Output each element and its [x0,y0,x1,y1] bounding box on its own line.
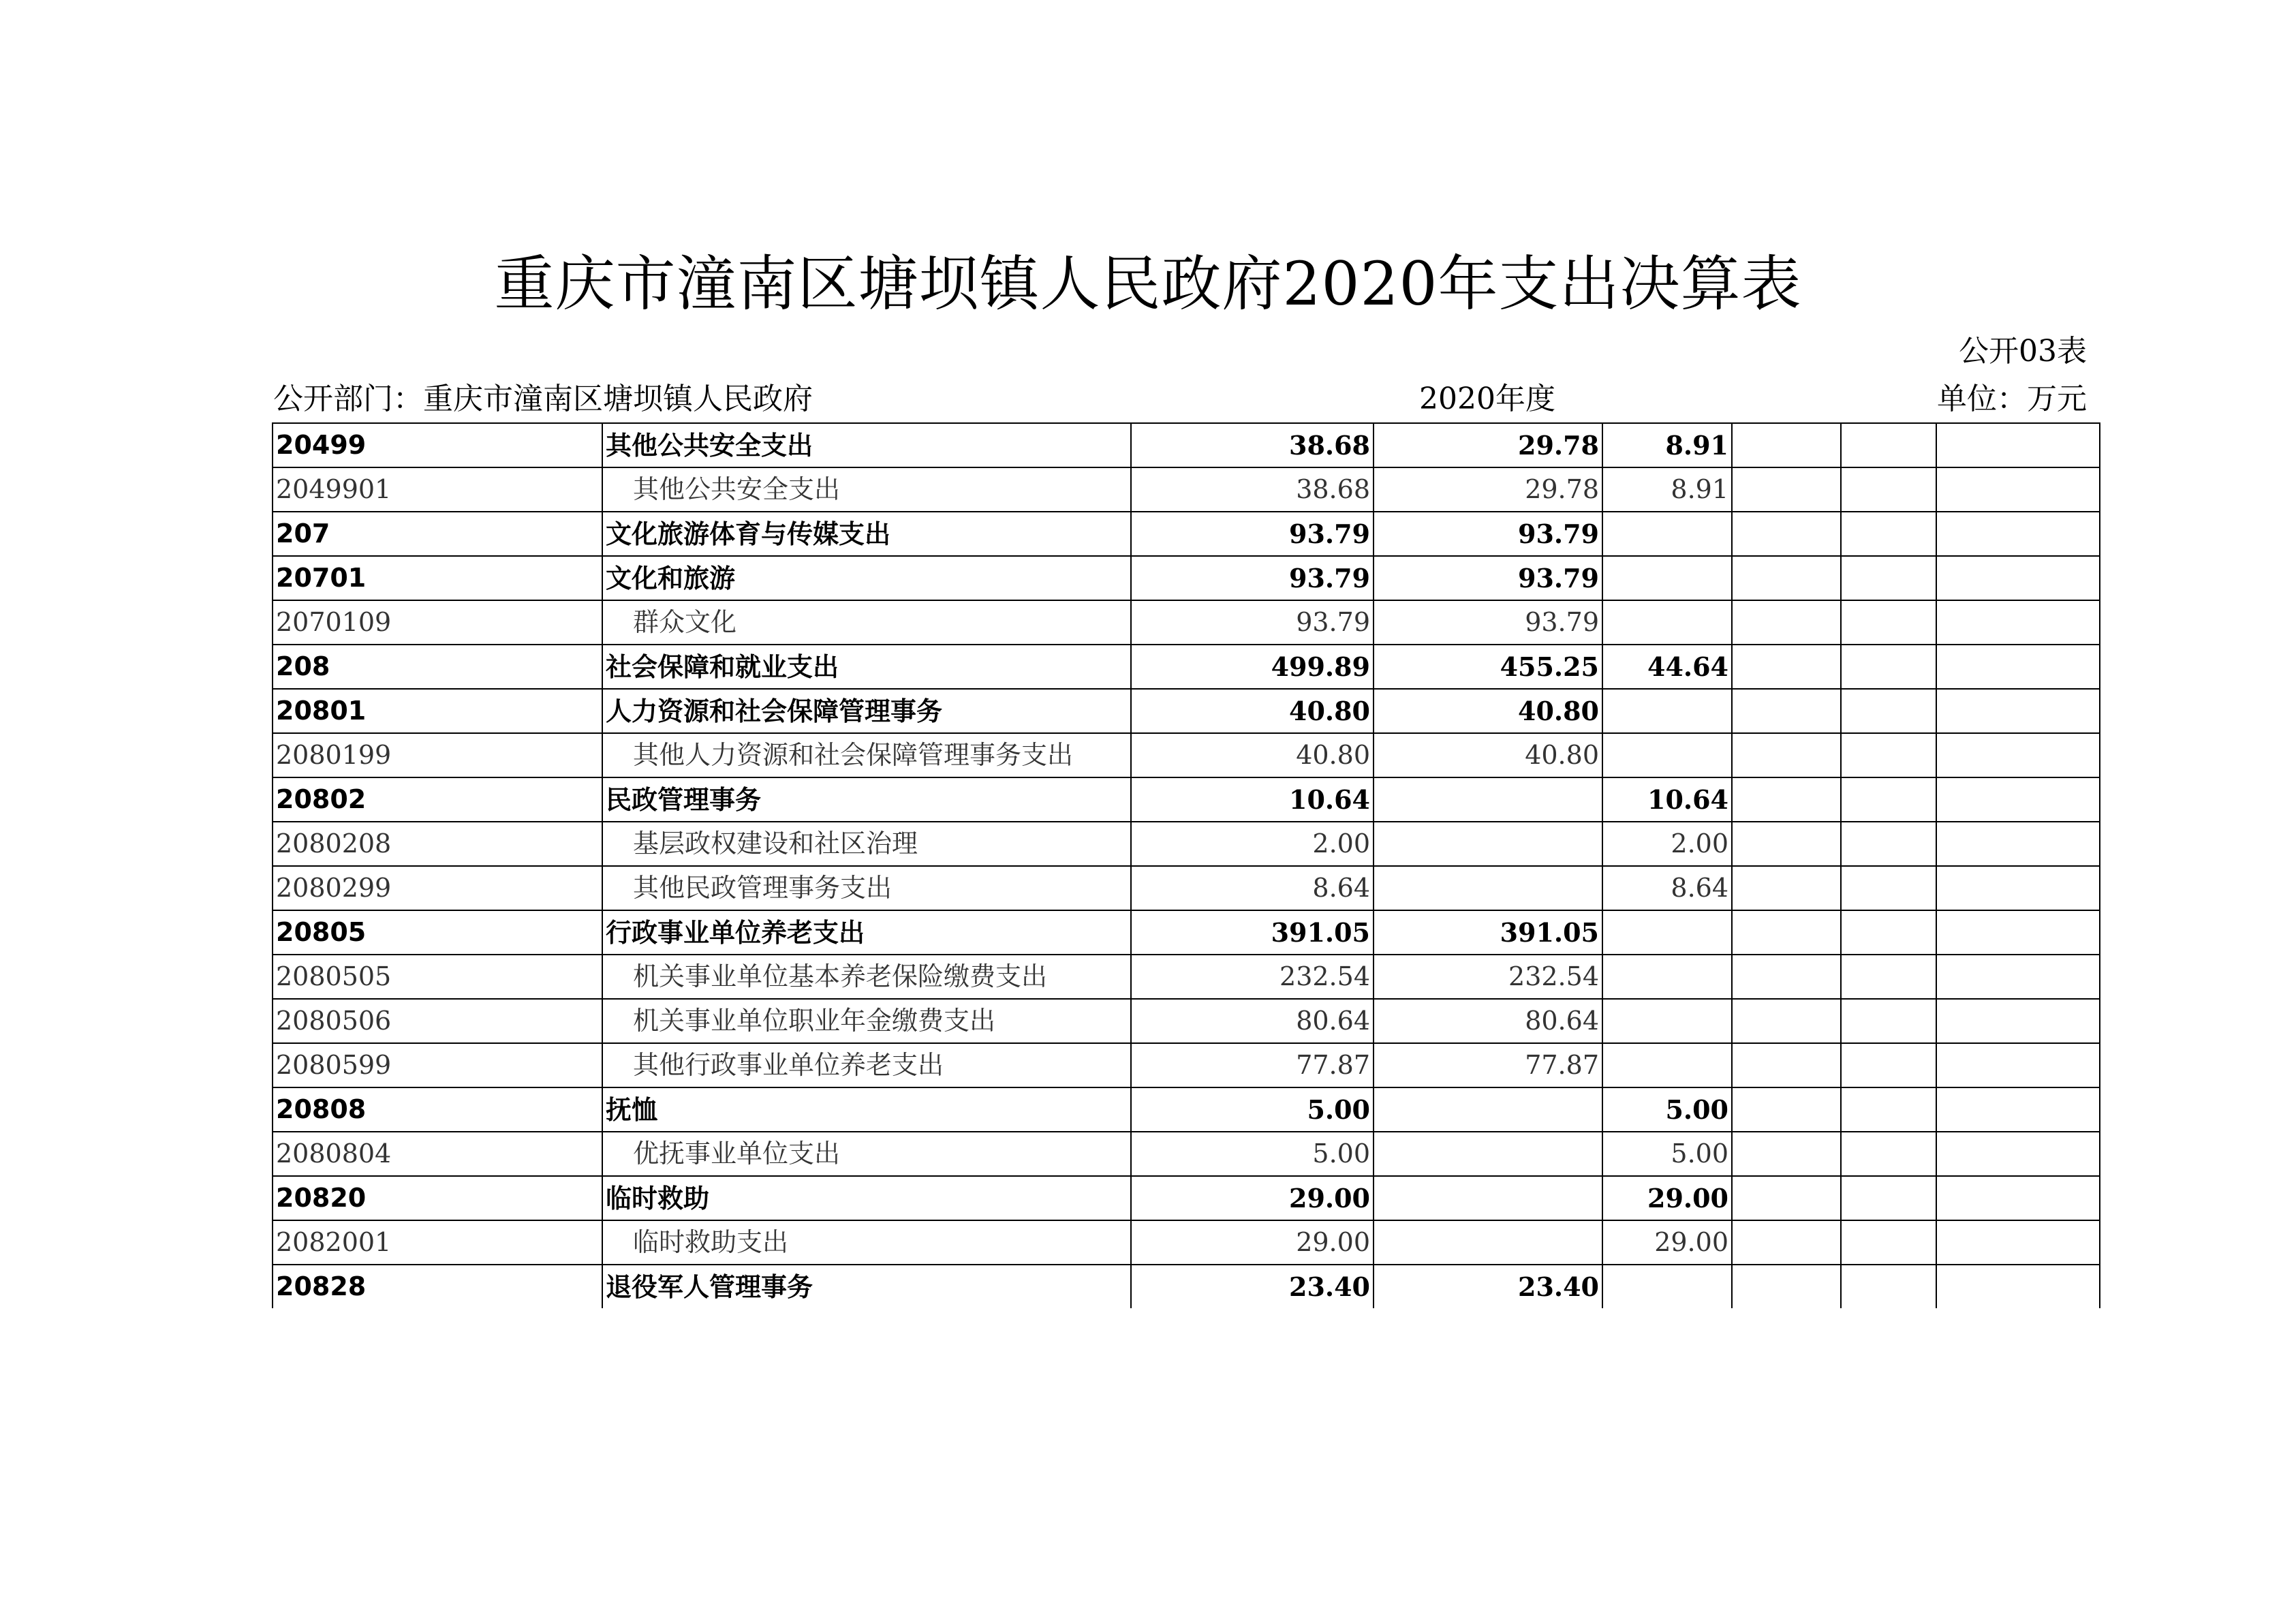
row-empty-cell [1732,1087,1841,1132]
row-empty-cell [1841,1265,1936,1308]
row-project-cell: 2.00 [1602,822,1732,866]
row-empty-cell [1732,777,1841,822]
row-code-cell: 20820 [273,1176,602,1220]
row-total-cell: 10.64 [1131,777,1374,822]
row-total-cell: 499.89 [1131,645,1374,689]
row-empty-cell [1936,1220,2100,1265]
row-basic-cell: 455.25 [1374,645,1602,689]
table-row [273,1087,2100,1132]
row-basic-cell: 80.64 [1374,999,1602,1043]
row-project-cell [1602,733,1732,777]
row-name-cell: 文化和旅游 [602,556,1131,600]
row-project-cell [1602,1043,1732,1087]
row-empty-cell [1732,689,1841,733]
row-empty-cell [1841,1132,1936,1176]
row-total-cell: 5.00 [1131,1087,1374,1132]
row-code-cell: 2080199 [273,733,602,777]
row-empty-cell [1841,689,1936,733]
row-project-cell: 5.00 [1602,1132,1732,1176]
row-project-cell: 8.64 [1602,866,1732,910]
row-total-cell: 23.40 [1131,1265,1374,1308]
row-total-cell: 93.79 [1131,600,1374,645]
table-row [273,955,2100,999]
row-empty-cell [1732,467,1841,512]
row-empty-cell [1936,512,2100,556]
table-row [273,999,2100,1043]
row-empty-cell [1732,1132,1841,1176]
row-total-cell: 40.80 [1131,733,1374,777]
row-project-cell: 5.00 [1602,1087,1732,1132]
row-empty-cell [1841,999,1936,1043]
table-number: 公开03表 [1959,334,2087,369]
row-empty-cell [1936,999,2100,1043]
row-name-cell: 人力资源和社会保障管理事务 [602,689,1131,733]
row-project-cell [1602,556,1732,600]
row-empty-cell [1841,600,1936,645]
row-empty-cell [1936,1043,2100,1087]
row-project-cell [1602,600,1732,645]
row-total-cell: 29.00 [1131,1220,1374,1265]
row-total-cell: 391.05 [1131,910,1374,955]
row-project-cell: 10.64 [1602,777,1732,822]
row-name-cell: 其他行政事业单位养老支出 [602,1043,1131,1087]
table-row [273,866,2100,910]
row-basic-cell [1374,777,1602,822]
table-row [273,1265,2100,1308]
row-empty-cell [1732,512,1841,556]
table-row [273,512,2100,556]
row-total-cell: 40.80 [1131,689,1374,733]
row-empty-cell [1732,1176,1841,1220]
row-name-cell: 临时救助支出 [602,1220,1131,1265]
row-total-cell: 232.54 [1131,955,1374,999]
row-empty-cell [1841,467,1936,512]
row-empty-cell [1732,556,1841,600]
row-empty-cell [1841,512,1936,556]
table-row [273,467,2100,512]
row-project-cell [1602,955,1732,999]
row-empty-cell [1841,1087,1936,1132]
row-empty-cell [1841,1176,1936,1220]
row-empty-cell [1732,600,1841,645]
row-project-cell: 8.91 [1602,467,1732,512]
row-code-cell: 2080505 [273,955,602,999]
row-basic-cell: 391.05 [1374,910,1602,955]
row-code-cell: 207 [273,512,602,556]
row-project-cell: 8.91 [1602,423,1732,467]
row-basic-cell: 40.80 [1374,733,1602,777]
row-basic-cell [1374,1176,1602,1220]
row-name-cell: 抚恤 [602,1087,1131,1132]
row-total-cell: 77.87 [1131,1043,1374,1087]
row-empty-cell [1732,423,1841,467]
row-total-cell: 38.68 [1131,467,1374,512]
row-name-cell: 其他民政管理事务支出 [602,866,1131,910]
row-empty-cell [1936,467,2100,512]
table-row [273,600,2100,645]
table-row [273,645,2100,689]
row-basic-cell: 232.54 [1374,955,1602,999]
row-empty-cell [1936,689,2100,733]
row-empty-cell [1841,777,1936,822]
row-name-cell: 民政管理事务 [602,777,1131,822]
row-code-cell: 2080506 [273,999,602,1043]
row-total-cell: 93.79 [1131,556,1374,600]
row-name-cell: 优抚事业单位支出 [602,1132,1131,1176]
row-code-cell: 2082001 [273,1220,602,1265]
row-empty-cell [1841,910,1936,955]
row-name-cell: 机关事业单位基本养老保险缴费支出 [602,955,1131,999]
row-empty-cell [1732,733,1841,777]
row-empty-cell [1936,423,2100,467]
row-name-cell: 机关事业单位职业年金缴费支出 [602,999,1131,1043]
row-empty-cell [1841,1043,1936,1087]
row-basic-cell: 93.79 [1374,512,1602,556]
row-name-cell: 临时救助 [602,1176,1131,1220]
table-row [273,1043,2100,1087]
table-row [273,1132,2100,1176]
row-project-cell: 29.00 [1602,1176,1732,1220]
row-basic-cell [1374,866,1602,910]
meta-row [273,379,2087,420]
row-project-cell [1602,512,1732,556]
table-row [273,423,2100,467]
row-basic-cell [1374,1132,1602,1176]
year-label: 2020年度 [1419,382,1555,416]
unit-label: 单位：万元 [1937,382,2087,416]
row-name-cell: 行政事业单位养老支出 [602,910,1131,955]
row-empty-cell [1936,866,2100,910]
row-basic-cell [1374,1087,1602,1132]
row-total-cell: 93.79 [1131,512,1374,556]
row-basic-cell: 29.78 [1374,467,1602,512]
row-project-cell [1602,910,1732,955]
table-row [273,822,2100,866]
row-code-cell: 2080599 [273,1043,602,1087]
row-name-cell: 群众文化 [602,600,1131,645]
table-row [273,777,2100,822]
row-total-cell: 29.00 [1131,1176,1374,1220]
row-empty-cell [1732,1220,1841,1265]
page-title: 重庆市潼南区塘坝镇人民政府2020年支出决算表 [494,249,1802,319]
row-empty-cell [1732,999,1841,1043]
row-basic-cell: 29.78 [1374,423,1602,467]
row-basic-cell: 93.79 [1374,556,1602,600]
row-total-cell: 5.00 [1131,1132,1374,1176]
row-empty-cell [1936,556,2100,600]
row-code-cell: 2080299 [273,866,602,910]
table-row [273,1176,2100,1220]
row-code-cell: 20808 [273,1087,602,1132]
row-empty-cell [1732,1265,1841,1308]
row-basic-cell [1374,822,1602,866]
row-name-cell: 其他公共安全支出 [602,467,1131,512]
row-empty-cell [1732,822,1841,866]
row-empty-cell [1841,1220,1936,1265]
row-empty-cell [1936,777,2100,822]
row-empty-cell [1936,955,2100,999]
row-basic-cell: 77.87 [1374,1043,1602,1087]
row-name-cell: 退役军人管理事务 [602,1265,1131,1308]
row-project-cell: 29.00 [1602,1220,1732,1265]
row-empty-cell [1936,600,2100,645]
row-empty-cell [1841,645,1936,689]
row-total-cell: 80.64 [1131,999,1374,1043]
row-empty-cell [1841,955,1936,999]
row-code-cell: 20801 [273,689,602,733]
row-code-cell: 2049901 [273,467,602,512]
row-empty-cell [1936,733,2100,777]
row-empty-cell [1841,866,1936,910]
row-basic-cell: 40.80 [1374,689,1602,733]
table-row [273,556,2100,600]
department-label: 公开部门：重庆市潼南区塘坝镇人民政府 [273,382,813,416]
row-basic-cell: 23.40 [1374,1265,1602,1308]
row-code-cell: 20701 [273,556,602,600]
row-project-cell [1602,999,1732,1043]
row-total-cell: 8.64 [1131,866,1374,910]
row-code-cell: 20805 [273,910,602,955]
row-code-cell: 20499 [273,423,602,467]
row-code-cell: 20828 [273,1265,602,1308]
row-code-cell: 2080804 [273,1132,602,1176]
row-code-cell: 2080208 [273,822,602,866]
table-row [273,733,2100,777]
row-basic-cell [1374,1220,1602,1265]
row-empty-cell [1732,910,1841,955]
row-empty-cell [1732,866,1841,910]
table-body [273,423,2100,1308]
row-empty-cell [1936,645,2100,689]
row-empty-cell [1936,1132,2100,1176]
row-name-cell: 其他人力资源和社会保障管理事务支出 [602,733,1131,777]
row-empty-cell [1936,822,2100,866]
expenditure-table [272,422,2100,1308]
row-code-cell: 20802 [273,777,602,822]
row-total-cell: 2.00 [1131,822,1374,866]
row-empty-cell [1841,423,1936,467]
table-row [273,689,2100,733]
row-empty-cell [1841,556,1936,600]
table-row [273,910,2100,955]
row-project-cell [1602,1265,1732,1308]
row-empty-cell [1732,1043,1841,1087]
row-empty-cell [1936,1176,2100,1220]
row-empty-cell [1732,955,1841,999]
row-empty-cell [1936,1087,2100,1132]
row-name-cell: 其他公共安全支出 [602,423,1131,467]
row-empty-cell [1936,910,2100,955]
row-empty-cell [1732,645,1841,689]
row-code-cell: 2070109 [273,600,602,645]
row-name-cell: 社会保障和就业支出 [602,645,1131,689]
row-project-cell: 44.64 [1602,645,1732,689]
row-project-cell [1602,689,1732,733]
row-basic-cell: 93.79 [1374,600,1602,645]
row-empty-cell [1841,822,1936,866]
row-code-cell: 208 [273,645,602,689]
table-row [273,1220,2100,1265]
row-empty-cell [1841,733,1936,777]
row-empty-cell [1936,1265,2100,1308]
row-name-cell: 基层政权建设和社区治理 [602,822,1131,866]
row-name-cell: 文化旅游体育与传媒支出 [602,512,1131,556]
row-total-cell: 38.68 [1131,423,1374,467]
